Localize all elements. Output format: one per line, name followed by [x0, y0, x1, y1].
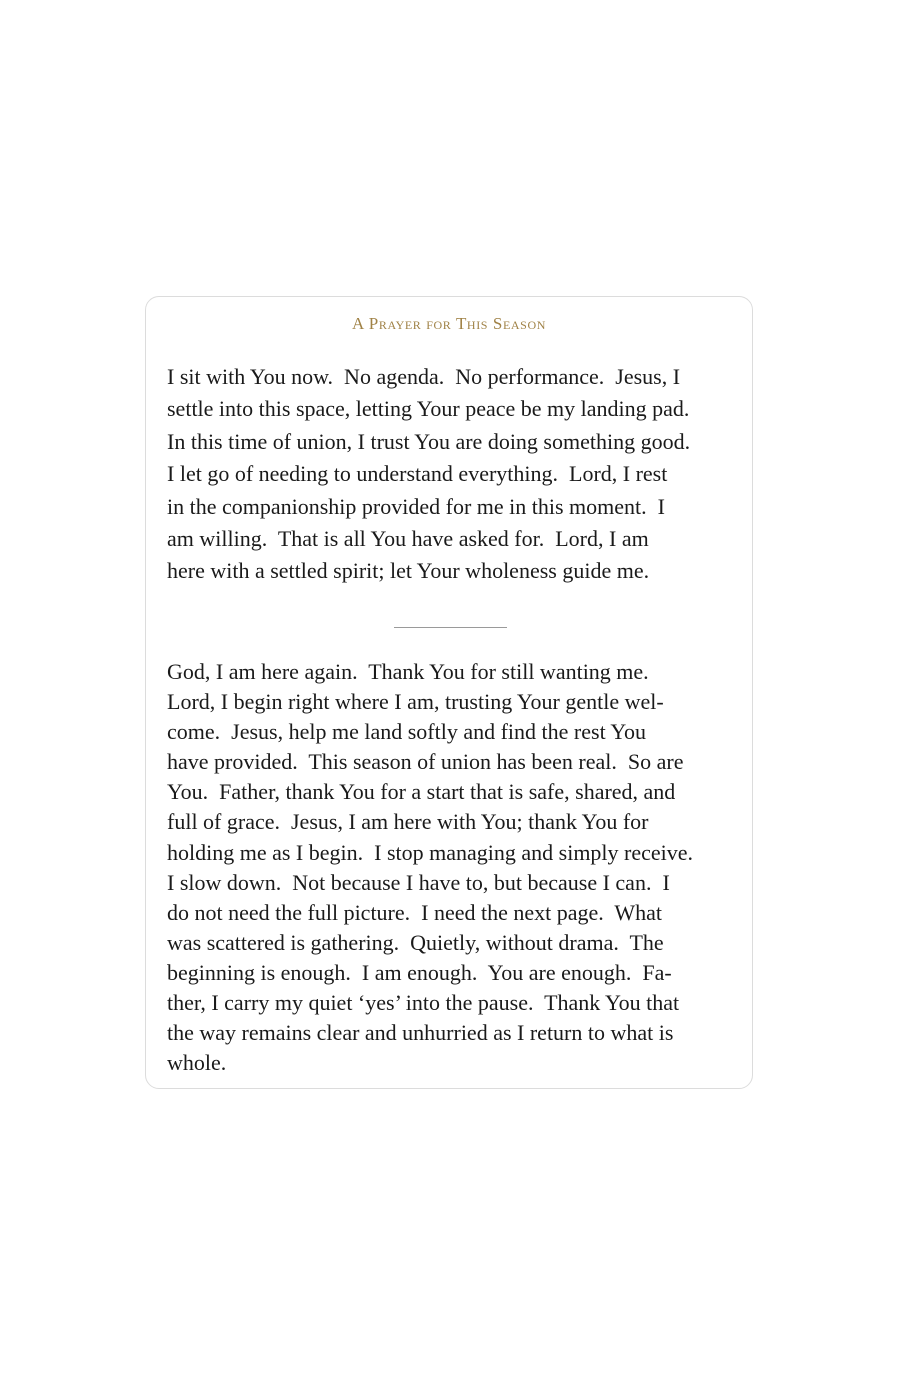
text-line: God, I am here again. Thank You for still wanting me.	[167, 659, 649, 684]
text-line: You. Father, thank You for a start that is safe, shared, and	[167, 779, 676, 805]
text-line: beginning is enough. I am enough. You are enough. Fa-	[167, 959, 672, 985]
text-line: In this time of union, I trust You are doing something good.	[167, 428, 691, 454]
text-line: do not need the full picture. I need the next page. What	[167, 899, 663, 925]
prayer-card	[145, 296, 753, 1089]
text-line: am willing. That is all You have asked for. Lord, I am	[167, 526, 649, 552]
prayer-title: A Prayer for This Season	[352, 314, 546, 333]
prayer-paragraph-2	[167, 657, 693, 1078]
text-line: holding me as I begin. I stop managing and simply receive.	[167, 839, 694, 865]
section-divider	[394, 627, 507, 628]
text-line: here with a settled spirit; let Your wholeness guide me.	[167, 558, 650, 584]
text-line: ther, I carry my quiet ‘yes’ into the pause. Thank You that	[167, 990, 680, 1016]
text-line: in the companionship provided for me in this moment. I	[167, 493, 665, 519]
text-line: the way remains clear and unhurried as I return to what is	[167, 1020, 674, 1046]
text-line: was scattered is gathering. Quietly, without drama. The	[167, 929, 664, 955]
prayer-paragraph-1	[167, 361, 690, 588]
text-line: settle into this space, letting Your peace be my landing pad.	[167, 396, 690, 422]
text-line: I let go of needing to understand everything. Lord, I rest	[167, 461, 668, 487]
text-line: I slow down. Not because I have to, but because I can. I	[167, 869, 670, 895]
text-line: I sit with You now. No agenda. No performance. Jesus, I	[167, 364, 681, 389]
text-line: Lord, I begin right where I am, trusting Your gentle wel-	[167, 689, 664, 715]
text-line: full of grace. Jesus, I am here with You; thank You for	[167, 809, 649, 835]
text-line: whole.	[167, 1050, 227, 1076]
text-line: come. Jesus, help me land softly and find the rest You	[167, 719, 647, 745]
text-line: have provided. This season of union has been real. So are	[167, 749, 684, 775]
